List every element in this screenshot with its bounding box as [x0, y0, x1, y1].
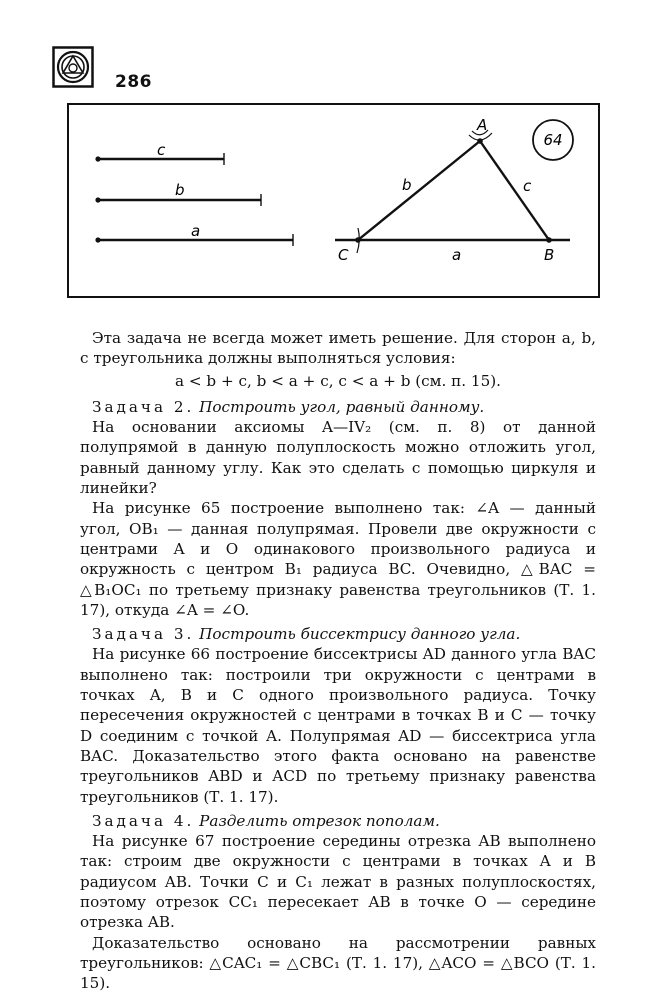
task-2-title: Построить угол, равный данному. [199, 397, 485, 416]
task-4-paragraph-1: На рисунке 67 построение середины отрезка AB выполнено так: строим две окружности с центрами в точках A и B радиусом AB. Точки C и C₁ лежат в разных полуплоскостях, поэтому отрезок CC₁ пересекает AB в точке O — середине отрезка AB. [80, 832, 596, 932]
task-3-title: Построить биссектрису данного угла. [199, 625, 521, 644]
task-2-paragraph-1: На основании аксиомы A—IV₂ (см. п. 8) от данной полупрямой в данную полуплоскость можно отложить угол, равный данному углу. Как это сделать с помощью циркуля и линейки? [80, 418, 596, 498]
vertex-A-label: A [477, 116, 488, 134]
task-3-label: Задача 3. [92, 625, 195, 644]
side-c [480, 141, 549, 240]
vertex-B-label: B [544, 246, 555, 264]
figure-number: 64 [543, 131, 563, 149]
segment-b-label: b [175, 181, 185, 199]
side-b-label: b [402, 176, 412, 194]
task-2-label: Задача 2. [92, 397, 195, 416]
task-2-heading [80, 397, 596, 417]
task-4-heading [80, 811, 596, 831]
figure-64 [67, 103, 600, 298]
side-b [358, 141, 480, 240]
segment-c-label: c [157, 141, 166, 159]
task-2-paragraph-2: На рисунке 65 построение выполнено так: ∠A — данный угол, OB₁ — данная полупрямая. Провели две окружности с центрами A и O одинакового произвольного радиуса и окружность с центром B₁ радиуса BC. Очевидно, △BAC = △B₁OC₁ по третьему признаку равенства треугольников (Т. 1. 17), откуда ∠A = ∠O. [80, 499, 596, 619]
task-3-paragraph-1: На рисунке 66 построение биссектрисы AD данного угла BAC выполнено так: построили три окружности с центрами в точках A, B и C одного произвольного радиуса. Точку пересечения окружностей с центрами в точках B и C — точку D соединим с точкой A. Полупрямая AD — биссектриса угла BAC. Доказательство этого факта основано на равенстве треугольников ABD и ACD по третьему признаку равенства треугольников (Т. 1. 17). [80, 645, 596, 806]
side-a-label: a [452, 246, 462, 264]
text-body [80, 328, 596, 994]
paragraph-conditions: Эта задача не всегда может иметь решение. Для сторон a, b, c треугольника должны выполняться условия: [80, 329, 596, 368]
task-4-title: Разделить отрезок пополам. [199, 811, 440, 830]
task-4-label: Задача 4. [92, 811, 195, 830]
segment-a-label: a [191, 222, 201, 240]
side-c-label: c [523, 177, 532, 195]
task-4-paragraph-2: Доказательство основано на рассмотрении равных треугольников: △CAC₁ = △CBC₁ (Т. 1. 17), △ACO = △BCO (Т. 1. 15). [80, 933, 596, 993]
task-3-heading [80, 624, 596, 644]
book-logo-icon [52, 46, 94, 88]
vertex-C-label: C [338, 246, 349, 264]
page-number: 286 [115, 72, 152, 92]
triangle-inequality-formula: a < b + c, b < a + c, c < a + b (см. п. 15). [174, 371, 502, 390]
